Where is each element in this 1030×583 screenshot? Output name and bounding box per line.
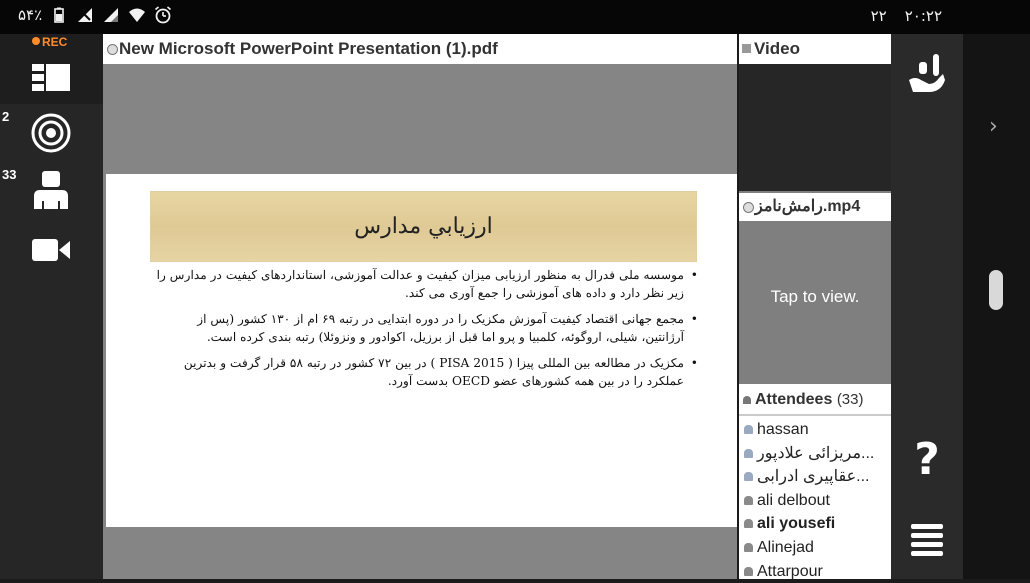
- edge-panel: [963, 34, 1030, 579]
- participant-icon: [744, 567, 753, 576]
- pod-handle-icon: [742, 44, 751, 53]
- layout-icon[interactable]: [30, 58, 72, 100]
- list-item[interactable]: Alinejad: [739, 536, 891, 560]
- document-title: New Microsoft PowerPoint Presentation (1).pdf: [119, 39, 498, 58]
- host-icon: [744, 449, 753, 458]
- video-pod-title-bar[interactable]: [739, 34, 891, 64]
- list-item[interactable]: hassan: [739, 418, 891, 442]
- mp4-pod-title-bar[interactable]: [739, 193, 891, 221]
- chevron-right-icon[interactable]: ›: [989, 114, 998, 139]
- attendees-icon: [743, 396, 751, 404]
- left-rail: [0, 34, 103, 579]
- host-icon: [744, 425, 753, 434]
- signal-off-icon: [76, 6, 94, 24]
- broadcast-badge: 2: [2, 109, 10, 124]
- pod-handle-icon: [107, 44, 118, 55]
- participant-icon: [744, 496, 753, 505]
- status-clock: ۲۰:۲۲: [904, 7, 942, 25]
- slide-bullets: [152, 266, 698, 398]
- list-item[interactable]: ali yousefi: [739, 512, 891, 536]
- attendees-title-bar[interactable]: [739, 386, 891, 416]
- list-item[interactable]: ali delbout: [739, 489, 891, 513]
- alarm-icon: [154, 6, 172, 24]
- document-viewer[interactable]: [103, 64, 737, 579]
- attendees-list: [739, 418, 891, 583]
- slide: [106, 174, 737, 527]
- list-item[interactable]: ...مریزائی علادپور: [739, 442, 891, 466]
- slide-heading: ارزيابي مدارس: [150, 191, 697, 262]
- list-item[interactable]: Attarpour: [739, 560, 891, 583]
- wifi-icon: [128, 6, 146, 24]
- attendee-badge: 33: [2, 167, 17, 182]
- status-bar: [0, 0, 1030, 34]
- slide-bullet: • موسسه ملی فدرال به منظور ارزیابی میزان کیفیت و عدالت آموزشی، استانداردهای کیفیت در مدارس را زیر نظر دارد و داده های آموزشی را جمع آوری می کند.: [152, 266, 698, 302]
- rec-label: REC: [42, 35, 68, 49]
- battery-icon: [50, 6, 68, 24]
- slide-bullet: • مکزیک در مطالعه بین المللی پیزا ( PISA 2015 ) در بین ۷۲ کشور در رتبه ۵۸ قرار گرفت و بدترین عملکرد را در بین همه کشورهای عضو OECD بدست آورد.: [152, 354, 698, 390]
- help-icon[interactable]: ?: [914, 434, 940, 485]
- raise-hand-icon[interactable]: [905, 50, 949, 94]
- tap-to-view[interactable]: Tap to view.: [770, 287, 860, 306]
- battery-percent: ۵۴٪: [18, 6, 43, 24]
- video-title: Video: [754, 39, 800, 58]
- participant-icon: [744, 543, 753, 552]
- attendees-count: (33): [836, 391, 864, 408]
- status-right: [871, 7, 942, 25]
- scroll-handle[interactable]: [989, 270, 1003, 310]
- mp4-pod[interactable]: [739, 191, 891, 384]
- pod-handle-icon: [743, 202, 754, 213]
- participant-icon: [744, 519, 753, 528]
- rec-indicator: [32, 35, 67, 49]
- right-rail: [891, 34, 963, 579]
- document-pod: [103, 34, 737, 579]
- attendees-title: Attendees: [755, 391, 833, 408]
- video-pod: [739, 34, 891, 191]
- status-left: [18, 6, 172, 24]
- list-item[interactable]: ...عقاپیری ادرابی: [739, 465, 891, 489]
- rail-top: [0, 34, 103, 104]
- status-date: ۲۲: [870, 7, 887, 25]
- attendees-pod: [739, 384, 891, 579]
- host-icon: [744, 472, 753, 481]
- camera-icon[interactable]: [30, 229, 72, 271]
- mp4-title: رامش‌نامز.mp4: [755, 198, 861, 215]
- menu-icon[interactable]: [905, 518, 949, 562]
- document-pod-title-bar[interactable]: [103, 34, 737, 64]
- broadcast-icon[interactable]: [30, 112, 72, 154]
- slide-bullet: • مجمع جهانی اقتصاد کیفیت آموزش مکزیک را در دوره ابتدایی در رتبه ۶۹ ام از ۱۳۰ کشور (پس از آرژانتین، شیلی، اروگوئه، کلمبیا و پرو اما قبل از برزیل، اکوادور و ونزوئلا) رتبه بندی کرده است.: [152, 310, 698, 346]
- attendee-icon[interactable]: [30, 169, 72, 211]
- signal-icon: [102, 6, 120, 24]
